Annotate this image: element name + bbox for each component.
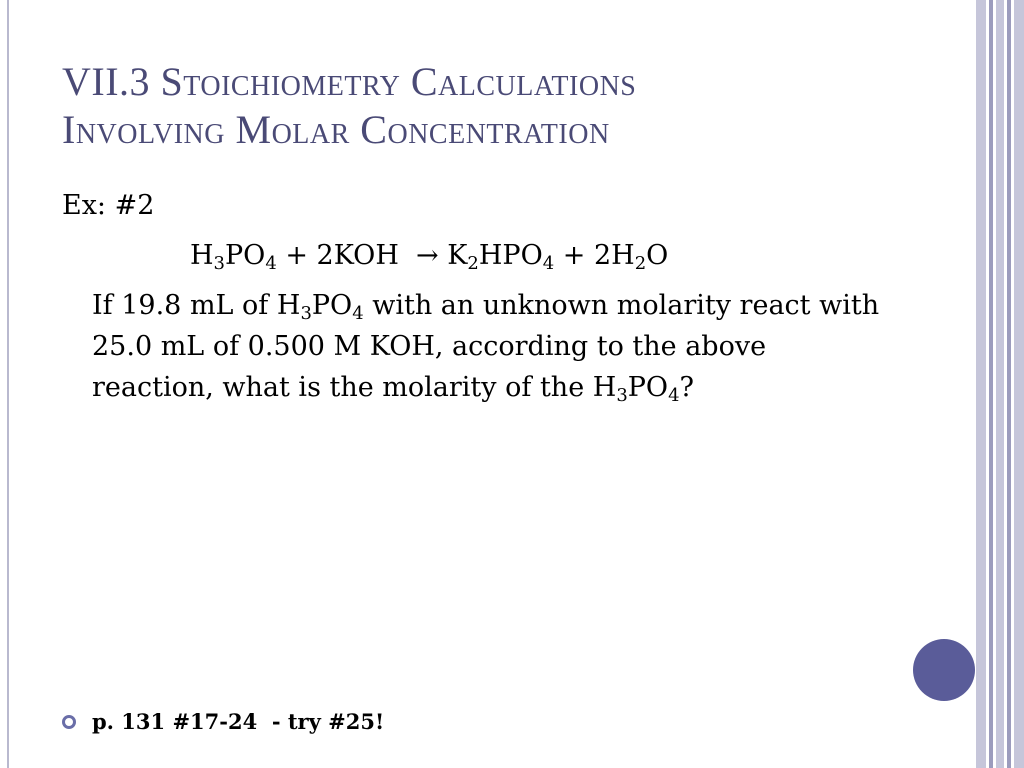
eq-subscript: 4 — [265, 253, 277, 274]
eq-text: + 2KOH → — [276, 240, 448, 271]
slide-title — [62, 58, 942, 154]
eq-text: O — [646, 240, 669, 271]
homework-text: p. 131 #17-24 - try #25! — [92, 709, 385, 734]
eq-subscript: 4 — [542, 253, 555, 274]
left-border-line — [7, 0, 9, 768]
chemical-equation — [190, 238, 668, 274]
eq-text: H — [190, 240, 214, 271]
decor-stripe — [1014, 0, 1024, 768]
eq-text: HPO — [478, 240, 543, 271]
example-label: Ex: #2 — [62, 190, 155, 221]
problem-subscript: 3 — [300, 303, 312, 324]
homework-bullet — [62, 704, 384, 740]
title-line-1: VII.3 Stoichiometry Calculations — [62, 59, 637, 104]
problem-text-part: PO — [627, 372, 669, 403]
decor-stripe — [1007, 0, 1011, 768]
eq-subscript: 2 — [467, 253, 479, 274]
problem-text — [92, 285, 882, 408]
problem-text-part: with an unknown molarity react with 25.0 mL of 0.500 M KOH, according to the above reaction, what is the molarity of the H — [92, 290, 880, 403]
eq-subscript: 3 — [213, 253, 225, 274]
decor-stripe — [976, 0, 986, 768]
hollow-circle-bullet-icon — [62, 715, 76, 729]
problem-subscript: 4 — [352, 303, 364, 324]
problem-text-part: ? — [679, 372, 695, 403]
eq-text: + 2H — [554, 240, 635, 271]
eq-text: PO — [225, 240, 266, 271]
eq-text: K — [447, 240, 468, 271]
problem-subscript: 4 — [668, 385, 680, 406]
decorative-circle — [913, 639, 975, 701]
decor-stripe — [996, 0, 1004, 768]
problem-subscript: 3 — [616, 385, 628, 406]
problem-text-part: If 19.8 mL of H — [92, 290, 301, 321]
title-line-2: Involving Molar Concentration — [62, 107, 610, 152]
decor-stripe — [989, 0, 993, 768]
eq-subscript: 2 — [634, 253, 647, 274]
problem-text-part: PO — [311, 290, 353, 321]
